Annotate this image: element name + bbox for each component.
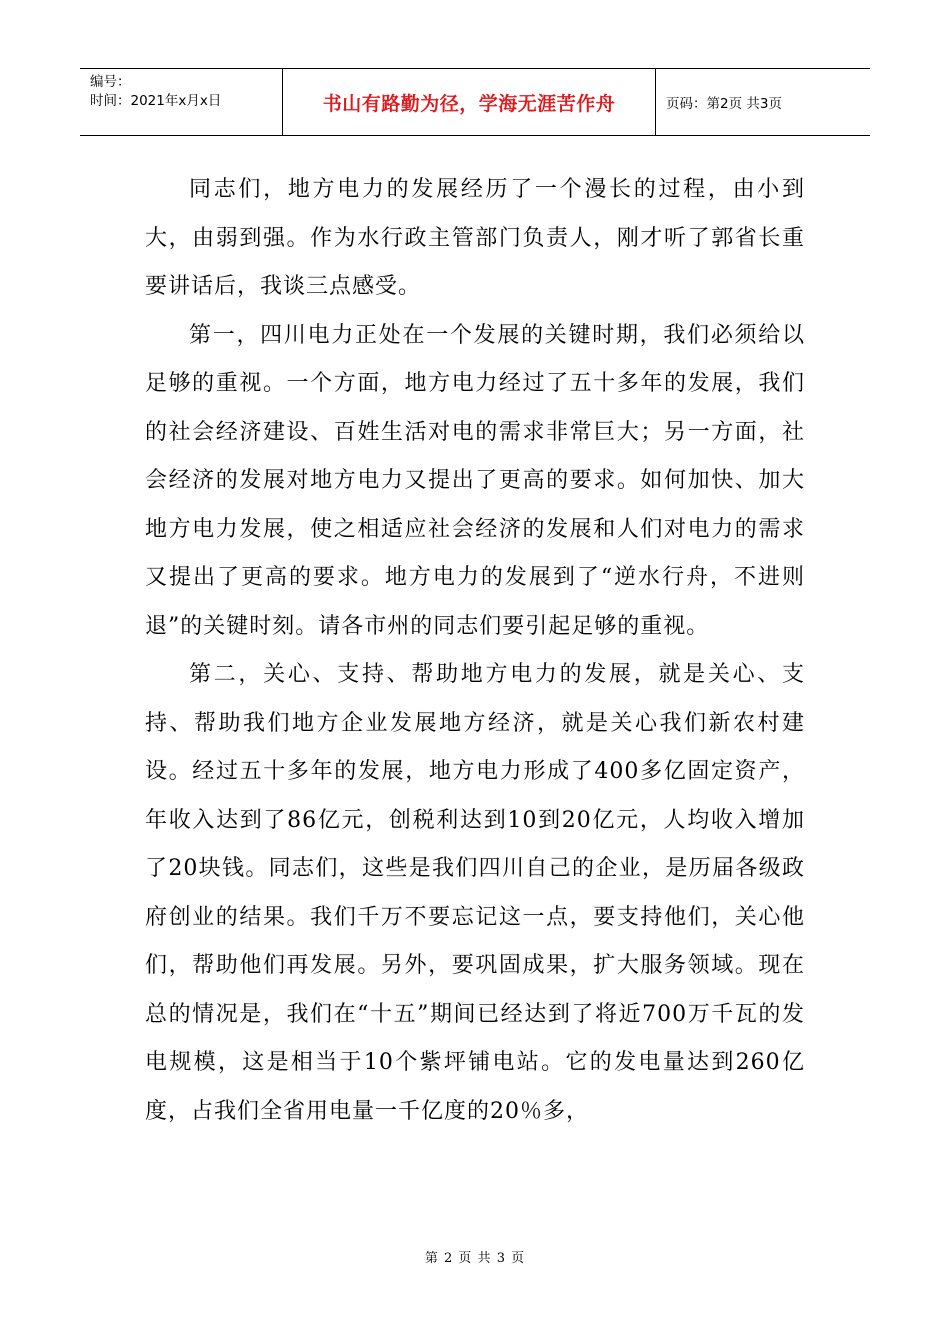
- doc-number-label: 编号：: [90, 74, 131, 90]
- document-body: [145, 166, 805, 1136]
- header-page-info: 页码：第2页 共3页: [666, 96, 782, 112]
- header-motto: 书山有路勤为径，学海无涯苦作舟: [283, 69, 656, 135]
- paragraph-point-two: 第二，关心、支持、帮助地方电力的发展，就是关心、支持、帮助我们地方企业发展地方经济，就是关心我们新农村建设。经过五十多年的发展，地方电力形成了400多亿固定资产，年收入达到了86亿元，创税利达到10到20亿元，人均收入增加了20块钱。同志们，这些是我们四川自己的企业，是历届各级政府创业的结果。我们千万不要忘记这一点，要支持他们，关心他们，帮助他们再发展。另外，要巩固成果，扩大服务领域。现在总的情况是，我们在“十五”期间已经达到了将近700万千瓦的发电规模，这是相当于10个紫坪铺电站。它的发电量达到260亿度，占我们全省用电量一千亿度的20％多，: [145, 662, 805, 1124]
- page-footer: 第 2 页 共 3 页: [424, 1251, 526, 1266]
- paragraph-intro: 同志们，地方电力的发展经历了一个漫长的过程，由小到大，由弱到强。作为水行政主管部门负责人，刚才听了郭省长重要讲话后，我谈三点感受。: [145, 177, 805, 299]
- header-meta-cell: [80, 69, 283, 135]
- page-header: [80, 68, 870, 136]
- doc-time-label: 时间：2021年x月x日: [90, 93, 222, 109]
- paragraph-point-one: 第一，四川电力正处在一个发展的关键时期，我们必须给以足够的重视。一个方面，地方电力经过了五十多年的发展，我们的社会经济建设、百姓生活对电的需求非常巨大；另一方面，社会经济的发展对地方电力又提出了更高的要求。如何加快、加大地方电力发展，使之相适应社会经济的发展和人们对电力的需求又提出了更高的要求。地方电力的发展到了“逆水行舟，不进则退”的关键时刻。请各市州的同志们要引起足够的重视。: [145, 322, 805, 639]
